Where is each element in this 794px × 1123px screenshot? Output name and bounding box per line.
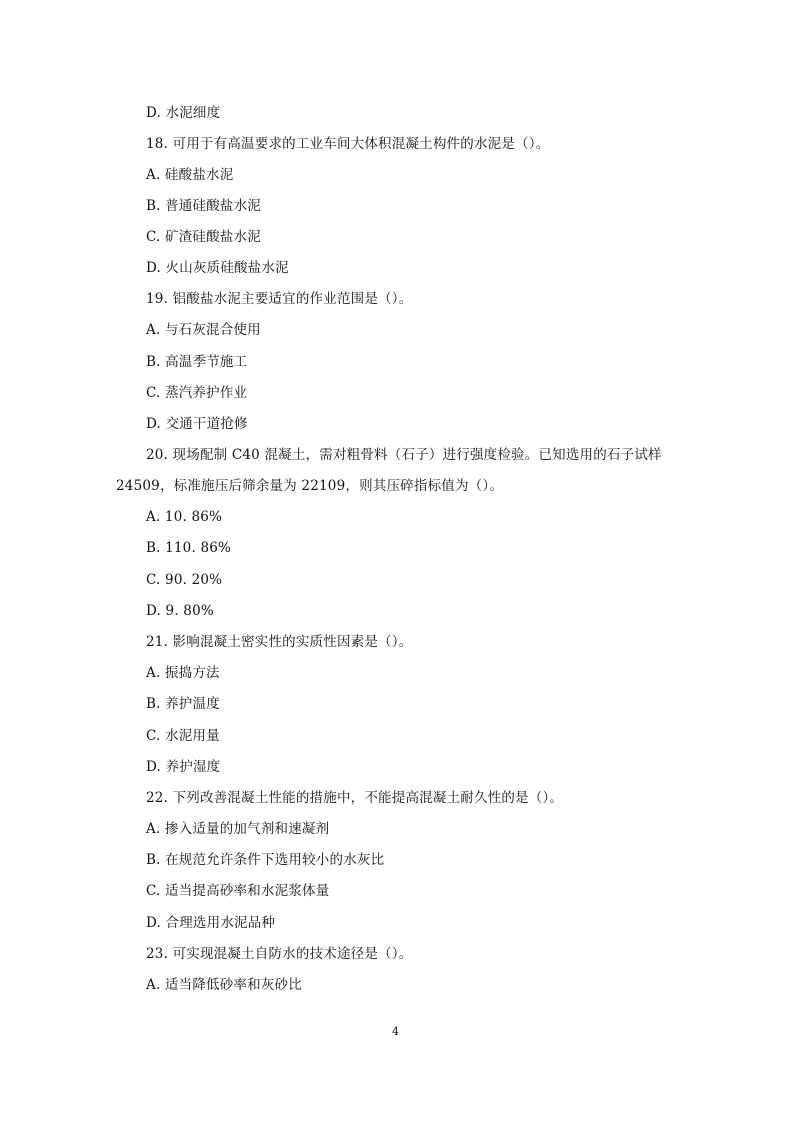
option-18-d: D. 火山灰质硅酸盐水泥 [146,260,289,276]
option-22-d: D. 合理选用水泥品种 [146,915,276,931]
option-20-b: B. 110. 86% [146,540,232,556]
option-19-c: C. 蒸汽养护作业 [146,385,248,401]
option-17-d: D. 水泥细度 [146,105,221,121]
question-21: 21. 影响混凝土密实性的实质性因素是（）。 [146,634,413,650]
question-23: 23. 可实现混凝土自防水的技术途径是（）。 [146,946,413,962]
page-number: 4 [392,1025,399,1038]
question-20: 20. 现场配制 C40 混凝土，需对粗骨料（石子）进行强度检验。已知选用的石子试样 [146,447,662,463]
option-22-a: A. 掺入适量的加气剂和速凝剂 [146,821,330,837]
option-20-c: C. 90. 20% [146,572,223,588]
option-21-c: C. 水泥用量 [146,728,220,744]
option-21-d: D. 养护湿度 [146,759,221,775]
option-20-a: A. 10. 86% [146,509,223,525]
option-18-b: B. 普通硅酸盐水泥 [146,198,262,214]
option-21-a: A. 振捣方法 [146,665,220,681]
option-22-c: C. 适当提高砂率和水泥浆体量 [146,883,330,899]
question-22: 22. 下列改善混凝土性能的措施中，不能提高混凝土耐久性的是（）。 [146,790,564,806]
option-19-a: A. 与石灰混合使用 [146,322,261,338]
question-18: 18. 可用于有高温要求的工业车间大体积混凝土构件的水泥是（）。 [146,136,550,152]
question-20-continued: 24509，标准施压后筛余量为 22109，则其压碎指标值为（）。 [116,478,504,494]
option-18-a: A. 硅酸盐水泥 [146,167,234,183]
option-18-c: C. 矿渣硅酸盐水泥 [146,229,261,245]
option-21-b: B. 养护温度 [146,696,220,712]
option-19-b: B. 高温季节施工 [146,354,248,370]
option-19-d: D. 交通干道抢修 [146,416,248,432]
option-23-a: A. 适当降低砂率和灰砂比 [146,977,302,993]
option-20-d: D. 9. 80% [146,603,214,619]
option-22-b: B. 在规范允许条件下选用较小的水灰比 [146,852,385,868]
question-19: 19. 铝酸盐水泥主要适宜的作业范围是（）。 [146,291,413,307]
